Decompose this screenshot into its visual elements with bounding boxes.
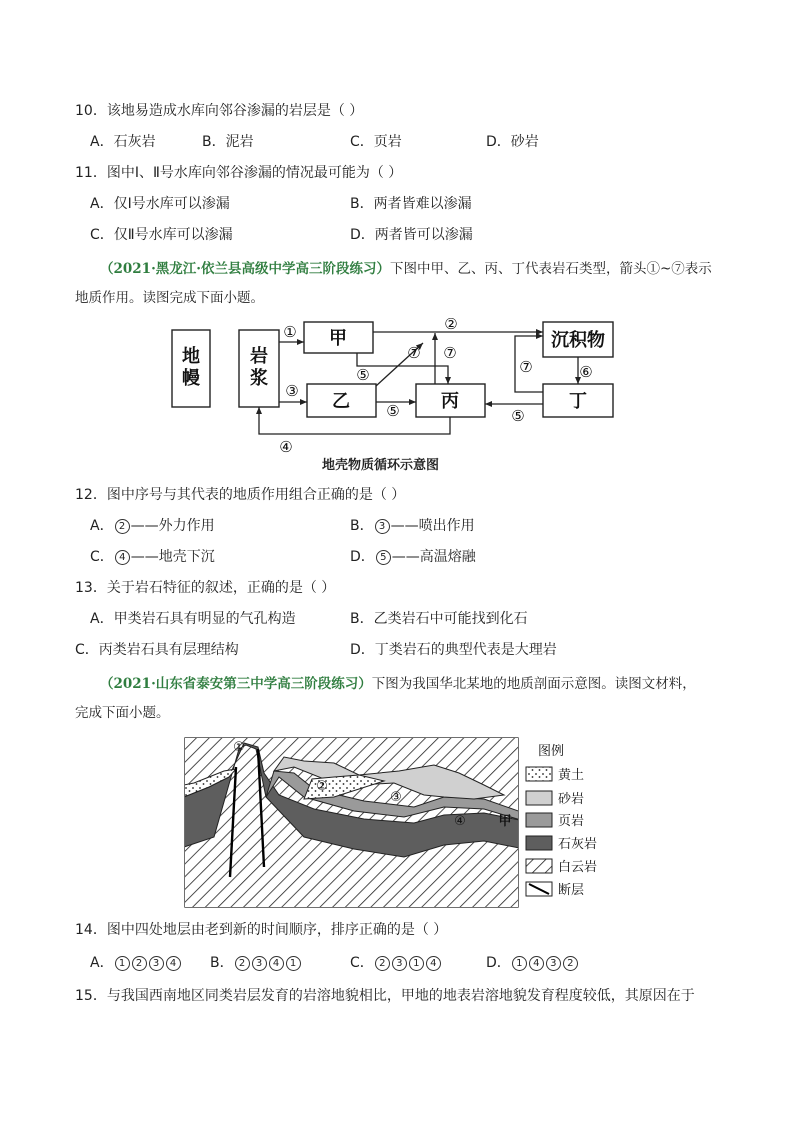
question-11-stem: 11．图中Ⅰ、Ⅱ号水库向邻谷渗漏的情况最可能为（ ） xyxy=(75,165,403,181)
option-text: ——地壳下沉 xyxy=(130,549,215,565)
option-text: ——外力作用 xyxy=(130,518,215,534)
bing-label: 丙 xyxy=(441,391,459,412)
set1-intro-line1 xyxy=(100,259,712,279)
circled-number: 4 xyxy=(426,956,441,971)
q12-option-c[interactable] xyxy=(90,547,215,567)
circled-number: 2 xyxy=(132,956,147,971)
set1-intro-line2: 地质作用。读图完成下面小题。 xyxy=(75,290,264,306)
magma-label-char-1: 岩 xyxy=(250,346,268,367)
point-3: ③ xyxy=(390,790,402,805)
circled-number: 4 xyxy=(269,956,284,971)
label-5a: ⑤ xyxy=(356,366,370,384)
option-letter: D． xyxy=(486,955,511,971)
q11-option-b[interactable]: B．两者皆难以渗漏 xyxy=(350,196,472,212)
option-letter: C． xyxy=(350,955,374,971)
circled-number: 2 xyxy=(235,956,250,971)
label-2: ② xyxy=(444,318,458,333)
q13-option-c[interactable]: C．丙类岩石具有层理结构 xyxy=(75,642,239,658)
label-5b: ⑤ xyxy=(386,402,400,420)
set1-source: （2021·黑龙江·依兰县高级中学高三阶段练习） xyxy=(100,261,390,277)
question-15-stem: 15．与我国西南地区同类岩层发育的岩溶地貌相比，甲地的地表岩溶地貌发育程度较低，其原因在于 xyxy=(75,988,695,1004)
circled-number: 3 xyxy=(149,956,164,971)
set2-intro-text-a: 下图为我国华北某地的地质剖面示意图。读图文材料， xyxy=(371,676,696,692)
set1-intro-text-a: 下图中甲、乙、丙、丁代表岩石类型，箭头①~⑦表示 xyxy=(389,261,712,277)
label-4: ④ xyxy=(279,438,293,456)
circled-number: 1 xyxy=(115,956,130,971)
q11-option-d[interactable]: D．两者皆可以渗漏 xyxy=(350,227,473,243)
point-1: ① xyxy=(233,740,245,755)
point-4: ④ xyxy=(454,814,466,829)
q11-option-c[interactable]: C．仅Ⅱ号水库可以渗漏 xyxy=(90,227,233,243)
legend-dolomite: 白云岩 xyxy=(558,860,598,875)
set2-intro-line1 xyxy=(100,674,696,694)
rock-cycle-diagram xyxy=(165,318,620,460)
circled-number: 3 xyxy=(375,519,390,534)
circled-number: 3 xyxy=(392,956,407,971)
option-letter: D． xyxy=(350,549,375,565)
set2-intro-line2: 完成下面小题。 xyxy=(75,705,170,721)
label-5c: ⑤ xyxy=(511,407,525,425)
circled-number: 2 xyxy=(563,956,578,971)
option-letter: A． xyxy=(90,518,114,534)
option-letter: A． xyxy=(90,955,114,971)
legend-limestone: 石灰岩 xyxy=(558,837,598,852)
sediment-label: 沉积物 xyxy=(551,330,605,351)
option-letter: B． xyxy=(350,518,374,534)
q13-option-d[interactable]: D．丁类岩石的典型代表是大理岩 xyxy=(350,642,557,658)
q14-option-a[interactable] xyxy=(90,953,182,973)
option-text: ——喷出作用 xyxy=(390,518,475,534)
label-6: ⑥ xyxy=(579,363,593,381)
legend-fault: 断层 xyxy=(558,883,585,898)
label-1: ① xyxy=(283,323,297,341)
circled-number: 4 xyxy=(115,550,130,565)
set2-source: （2021·山东省泰安第三中学高三阶段练习） xyxy=(100,676,372,692)
question-13-stem: 13．关于岩石特征的叙述，正确的是（ ） xyxy=(75,580,336,596)
geologic-profile xyxy=(184,737,620,909)
question-10-stem: 10．该地易造成水库向邻谷渗漏的岩层是（ ） xyxy=(75,103,364,119)
ding-label: 丁 xyxy=(569,391,587,412)
q12-option-a[interactable] xyxy=(90,516,215,536)
place-jia: 甲 xyxy=(498,814,512,829)
label-7b: ⑦ xyxy=(443,344,457,362)
circled-number: 1 xyxy=(512,956,527,971)
circled-number: 3 xyxy=(546,956,561,971)
legend xyxy=(526,744,597,898)
option-letter: B． xyxy=(210,955,234,971)
q12-option-d[interactable] xyxy=(350,547,476,567)
yi-label: 乙 xyxy=(332,391,350,412)
q10-option-a[interactable]: A．石灰岩 xyxy=(90,134,156,150)
magma-label-char-2: 浆 xyxy=(250,368,268,389)
mantle-label-1-char-2: 幔 xyxy=(182,368,200,389)
circled-number: 4 xyxy=(529,956,544,971)
label-7a: ⑦ xyxy=(407,344,421,362)
jia-label: 甲 xyxy=(329,328,347,349)
q10-option-c[interactable]: C．页岩 xyxy=(350,134,402,150)
circled-number: 1 xyxy=(409,956,424,971)
option-letter: C． xyxy=(90,549,114,565)
q13-option-b[interactable]: B．乙类岩石中可能找到化石 xyxy=(350,611,528,627)
option-text: ——高温熔融 xyxy=(391,549,476,565)
question-14-stem: 14．图中四处地层由老到新的时间顺序，排序正确的是（ ） xyxy=(75,922,448,938)
mantle-label-1-char-1: 地 xyxy=(182,346,200,367)
circled-number: 5 xyxy=(376,550,391,565)
circled-number: 4 xyxy=(166,956,181,971)
label-3: ③ xyxy=(285,382,299,400)
legend-title: 图例 xyxy=(538,744,565,759)
label-7c: ⑦ xyxy=(519,358,533,376)
point-2: ② xyxy=(316,779,328,794)
circled-number: 2 xyxy=(115,519,130,534)
q14-option-b[interactable] xyxy=(210,953,302,973)
circled-number: 2 xyxy=(375,956,390,971)
circled-number: 3 xyxy=(252,956,267,971)
legend-shale: 页岩 xyxy=(558,814,585,829)
q11-option-a[interactable]: A．仅Ⅰ号水库可以渗漏 xyxy=(90,196,230,212)
q12-option-b[interactable] xyxy=(350,516,475,536)
legend-sandstone: 砂岩 xyxy=(558,792,585,807)
question-12-stem: 12．图中序号与其代表的地质作用组合正确的是（ ） xyxy=(75,487,406,503)
circled-number: 1 xyxy=(286,956,301,971)
q14-option-c[interactable] xyxy=(350,953,442,973)
q10-option-b[interactable]: B．泥岩 xyxy=(202,134,254,150)
q13-option-a[interactable]: A．甲类岩石具有明显的气孔构造 xyxy=(90,611,296,627)
q14-option-d[interactable] xyxy=(486,953,579,973)
diagram-caption: 地壳物质循环示意图 xyxy=(322,458,440,473)
q10-option-d[interactable]: D．砂岩 xyxy=(486,134,539,150)
legend-loess: 黄土 xyxy=(558,768,585,783)
